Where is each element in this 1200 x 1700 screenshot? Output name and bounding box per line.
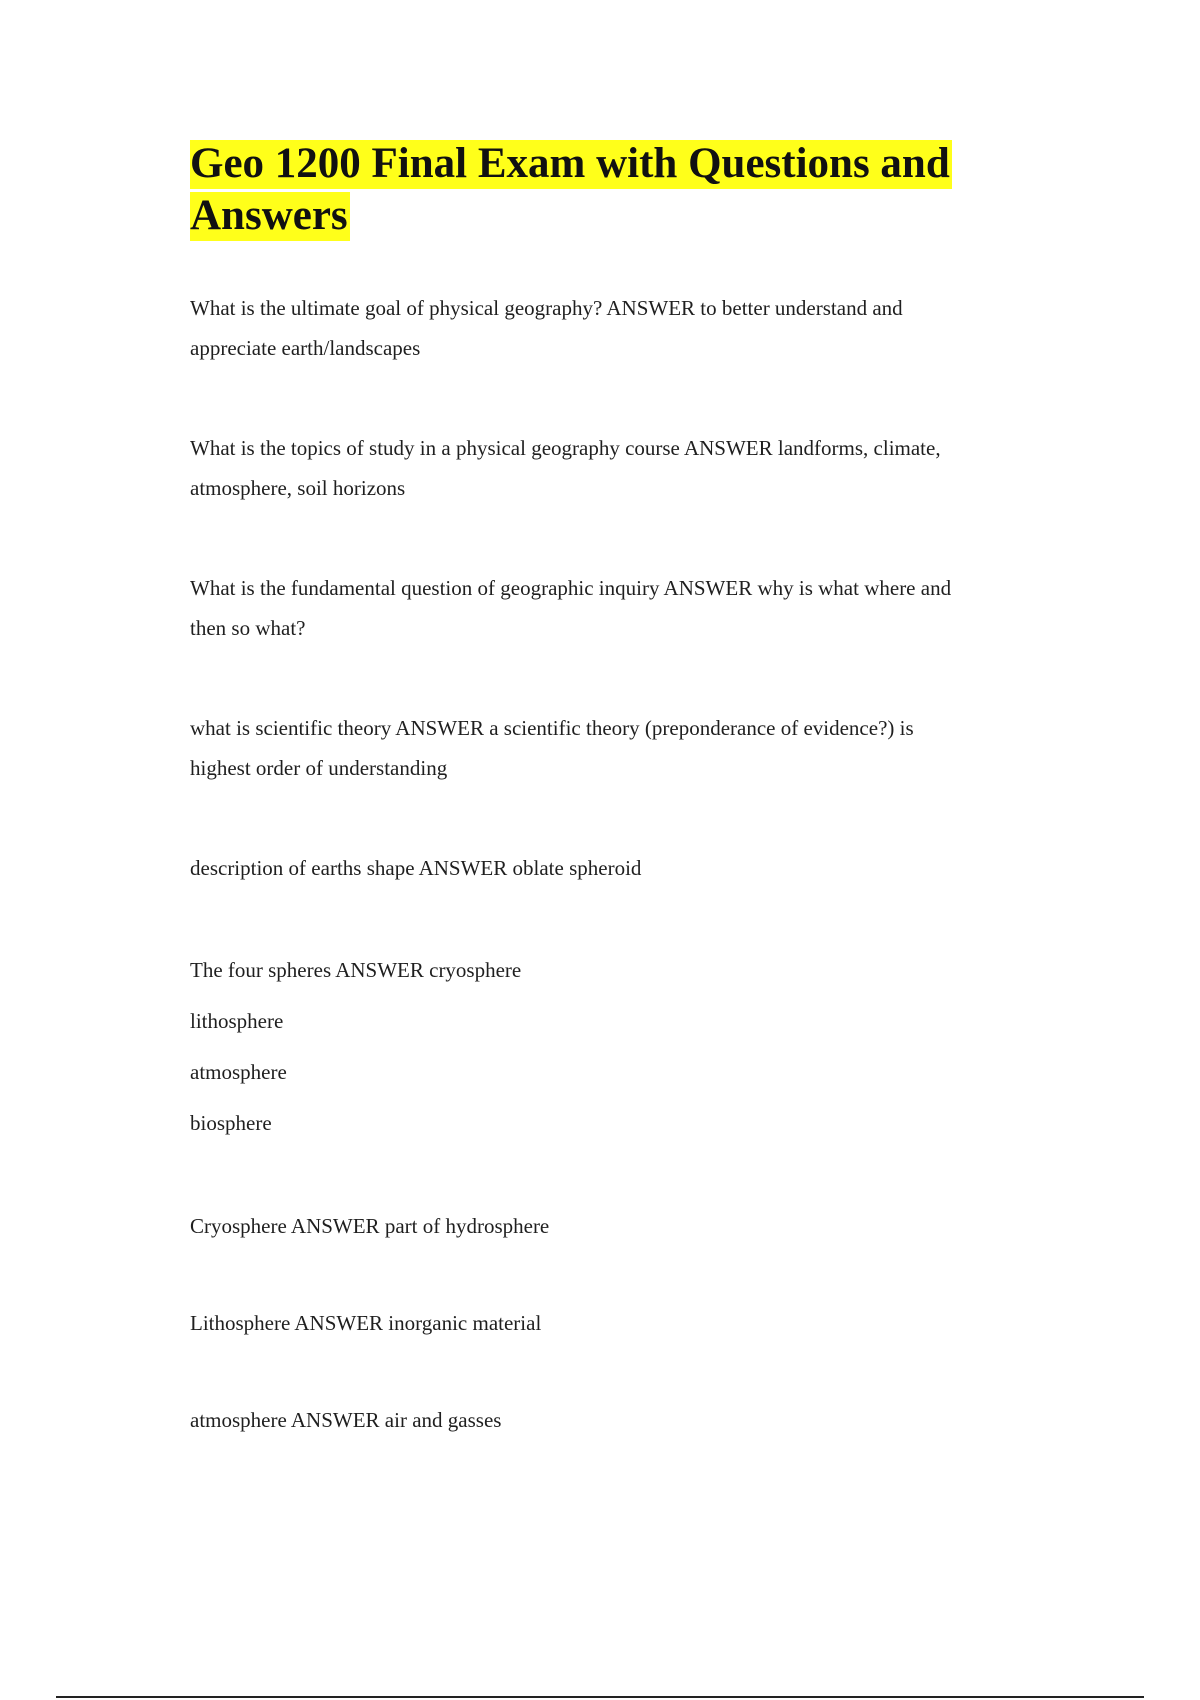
qa-text: lithosphere <box>190 1009 284 1033</box>
qa-text: atmosphere, soil horizons <box>190 476 406 500</box>
qa-text: highest order of understanding <box>190 756 448 780</box>
qa-text: appreciate earth/landscapes <box>190 336 421 360</box>
qa-item-four-spheres <box>190 945 1030 1149</box>
qa-text: what is scientific theory ANSWER a scientific theory (preponderance of evidence?) is <box>190 716 914 740</box>
qa-item-fundamental-question <box>190 568 1030 648</box>
qa-text: The four spheres ANSWER cryosphere <box>190 958 522 982</box>
qa-text: What is the fundamental question of geographic inquiry ANSWER why is what where and <box>190 576 952 600</box>
qa-item-topics <box>190 428 1030 508</box>
qa-item-goal <box>190 288 1030 368</box>
qa-item-scientific-theory <box>190 708 1030 788</box>
qa-item-earth-shape <box>190 848 1030 888</box>
qa-text: atmosphere ANSWER air and gasses <box>190 1408 502 1432</box>
page-bottom-rule <box>56 1696 1144 1698</box>
qa-text: What is the topics of study in a physical geography course ANSWER landforms, climate, <box>190 436 941 460</box>
title-line-1: Geo 1200 Final Exam with Questions and <box>190 140 950 187</box>
qa-text: atmosphere <box>190 1060 287 1084</box>
qa-item-lithosphere <box>190 1303 1030 1343</box>
qa-list <box>190 288 1030 1440</box>
qa-text: description of earths shape ANSWER oblate spheroid <box>190 856 642 880</box>
qa-text: What is the ultimate goal of physical geography? ANSWER to better understand and <box>190 296 903 320</box>
qa-text: then so what? <box>190 616 306 640</box>
qa-text: Cryosphere ANSWER part of hydrosphere <box>190 1214 550 1238</box>
qa-text: Lithosphere ANSWER inorganic material <box>190 1311 542 1335</box>
title-line-2: Answers <box>190 192 348 239</box>
qa-text: biosphere <box>190 1111 272 1135</box>
qa-item-atmosphere <box>190 1400 1030 1440</box>
page-title <box>190 138 1040 242</box>
qa-item-cryosphere <box>190 1206 1030 1246</box>
